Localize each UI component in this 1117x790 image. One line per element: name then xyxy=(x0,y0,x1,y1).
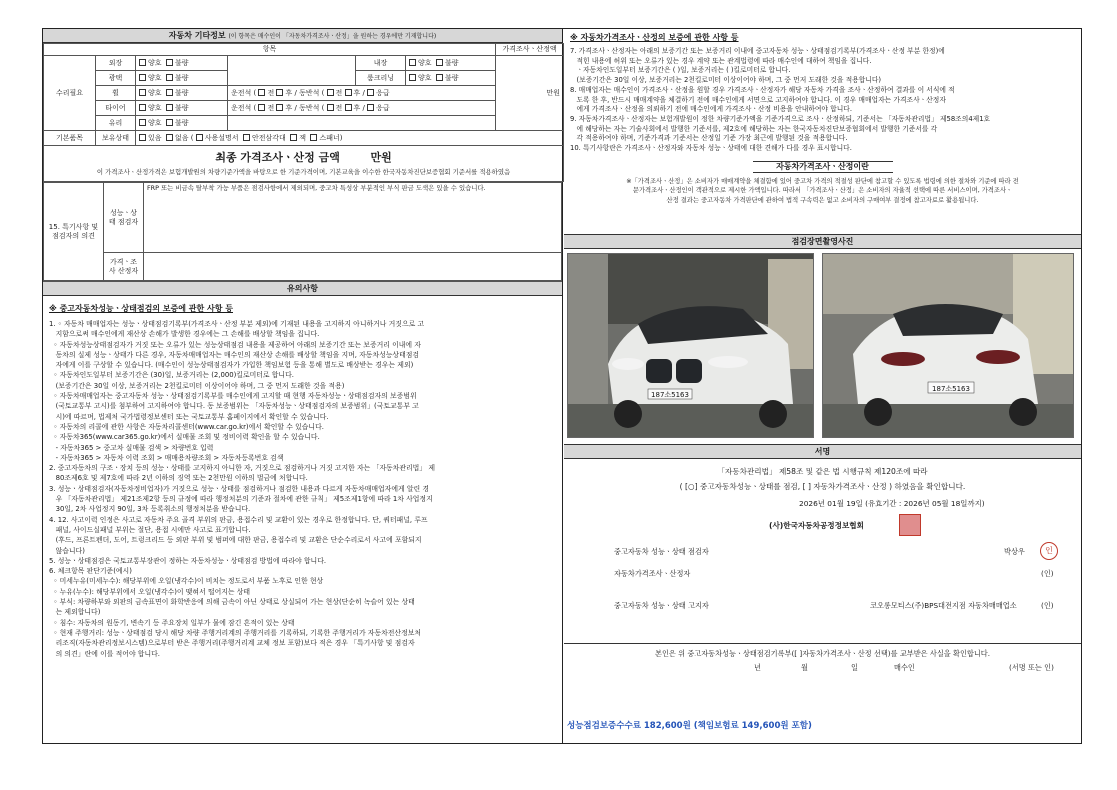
notice-line: 리조직(자동차관리정보시스템)으로부터 받은 주행거리(주행거리계 교체 정보 포함)보다 적은 경우 「특기사항 및 점검자 xyxy=(49,639,415,648)
buyer-sign: (서명 또는 인) xyxy=(1009,663,1054,672)
row-exterior: 외장 xyxy=(96,56,136,71)
receipt-year: 년 xyxy=(754,663,761,672)
price-assessor-label: 가격ㆍ조사 산정자 xyxy=(104,253,144,281)
other-info-subtitle: (이 항목은 매수인이 「자동차가격조사ㆍ산정」을 원하는 경우에만 기재합니다) xyxy=(228,33,437,40)
notice-line: (보증기간은 30일 이상, 보증거리는 2천킬로미터 이상이어야 하며, 그 중 먼저 도래한 것을 적용) xyxy=(49,381,345,390)
inspector-name: 박상우 xyxy=(1004,547,1025,556)
notice-line: (후드, 프론트펜더, 도어, 트렁크리드 등 외판 부위 및 범퍼에 대한 판금, 용접수리 및 교환은 단순수리로서 사고에 포함되지 xyxy=(49,536,422,545)
notifier-name: 코오롱모티스(주)BPS대전지점 자동차매매업소 xyxy=(870,601,1017,610)
tire-position-checks[interactable]: 운전석 ( 전 후 / 동반석 ( 전 후 / 응급 xyxy=(228,101,496,116)
org-seal-icon xyxy=(899,514,921,536)
price-notice-line: 각 적용하여야 하며, 기준가격과 기준서는 산정일 기준 가장 최근에 발행된 것을 적용합니다. xyxy=(570,134,848,143)
notice-line: 패널, 사이드실패널 부위는 절단, 용접 시에만 사고로 표기합니다. xyxy=(49,525,251,534)
opinion-table xyxy=(43,182,562,281)
perf-inspector-text: FRP 또는 비금속 탈부착 가능 부품은 점검사항에서 제외되며, 중고차 특성상 부분적인 부식 판금 도색은 있을 수 있습니다. xyxy=(144,183,562,253)
right-column xyxy=(564,29,1081,743)
sign-line1: 「자동차관리법」 제58조 및 같은 법 시행규칙 제120조에 따라 xyxy=(717,467,928,476)
notice-line: (국토교통부 고시)를 첨부하여 고지하여야 합니다. 동 보증범위는 「자동차성능ㆍ상태점검자의 보증범위」(국토교통부 고 xyxy=(49,402,419,411)
price-notice-title: ※ 자동차가격조사ㆍ산정의 보증에 관한 사항 등 xyxy=(570,33,739,42)
price-assessor-seal: (인) xyxy=(1041,569,1054,578)
price-box-line: 산정 결과는 중고자동차 가격판단에 관하여 법적 구속력은 없고 소비자의 구매여부 결정에 참고자료로 활용됩니다. xyxy=(666,196,979,204)
row-gloss: 광택 xyxy=(96,71,136,86)
price-notice-line: 에게 가격조사ㆍ산정을 의뢰하기 전에 매수인에게 가격조사ㆍ산정 비용을 안내하여야 합니다. xyxy=(570,105,852,114)
price-notice-section xyxy=(564,29,1081,234)
notice-line: ◦ 자동차인도일부터 보증기간은 (30)일, 보증거리는 (2,000)킬로미터로 합니다. xyxy=(49,371,294,380)
other-info-title: 자동차 기타정보 xyxy=(168,31,226,40)
buyer-label: 매수인 xyxy=(894,663,915,672)
receipt-month: 월 xyxy=(801,663,808,672)
notice-line: - 자동차365 > 자동차 이력 조회 > 매매용차량조회 > 자동차등록번호 검색 xyxy=(49,453,284,462)
front-plate-text: 187소5163 xyxy=(651,391,689,399)
price-notice-lines xyxy=(570,47,1075,154)
notice-title: ※ 중고자동차성능ㆍ상태점검의 보증에 관한 사항 등 xyxy=(49,304,233,313)
price-notice-line: 에 해당하는 자는 기술사회에서 발행한 기준서를, 제2호에 해당하는 자는 한국자동차진단보증협회에서 발행한 기준서를 각 xyxy=(570,124,938,133)
price-box-line: 문가격조사ㆍ산정인이 객관적으로 제시한 가액입니다. 따라서 「가격조사ㆍ산정」은 소비자의 자율적 선택에 따른 서비스이며, 가격조사ㆍ xyxy=(632,187,1013,195)
notice-lines xyxy=(49,319,556,659)
basic-status-label: 보유상태 xyxy=(96,131,136,146)
other-info-table xyxy=(43,43,564,182)
notice-line: ◦ 자동차매매업자는 중고자동차 성능ㆍ상태점검기록부를 매수인에게 고지할 때 현행 자동차성능ㆍ상태점검자의 보증범위 xyxy=(49,392,417,401)
inspector-seal-icon: 인 xyxy=(1040,542,1058,560)
price-notice-line: 10. 특기사항란은 가격조사ㆍ산정자와 자동차 성능ㆍ상태에 대한 견해가 다를 경우 표시합니다. xyxy=(570,144,852,153)
notifier-label: 중고자동차 성능ㆍ상태 고지자 xyxy=(614,601,709,610)
wheel-position-checks[interactable]: 운전석 ( 전 후 / 동반석 ( 전 후 / 응급 xyxy=(228,86,496,101)
photos-header: 점검장면촬영사진 xyxy=(564,234,1081,249)
basic-items-checks[interactable]: 있음 없음 ( 사용설명서 안전삼각대 잭 스패너) xyxy=(136,131,564,146)
notice-line: 1. ◦ 자동차 매매업자는 성능ㆍ상태점검기록부(가격조사ㆍ산정 부분 제외)에 기재된 내용을 고지하지 아니하거나 거짓으로 고 xyxy=(49,320,425,328)
notice-line: 지함으로써 매수인에게 재산상 손해가 발생한 경우에는 그 손해를 배상할 책임을 집니다. xyxy=(49,330,320,339)
photos-area xyxy=(564,249,1081,444)
notice-header: 유의사항 xyxy=(43,281,562,296)
notice-line: - 자동차365 > 중고차 실매물 검색 > 차량번호 입력 xyxy=(49,443,214,452)
fee-text: 성능점검보증수수료 182,600원 (책임보험료 149,600원 포함) xyxy=(567,721,812,731)
signature-section xyxy=(564,459,1081,644)
notice-line: ◦ 자동차성능상태점검자가 거짓 또는 오류가 있는 성능상태점검 내용을 제공하여 아래의 보증기간 또는 보증거리 이내에 자 xyxy=(49,340,421,349)
row-glass: 유리 xyxy=(96,116,136,131)
notice-line: 우 「자동차관리법」 제21조제2항 등의 규정에 따라 행정처분의 기준과 절차에 관한 규칙」 제5조제1항에 따라 1차 사업정지 xyxy=(49,495,433,504)
notice-line: 4. 12. 사고이력 인정은 사고로 자동차 주요 골격 부위의 판금, 용접수리 및 교환이 있는 경우로 한정합니다. 단, 쿼터패널, 루프 xyxy=(49,515,428,524)
receipt-section xyxy=(564,644,1081,684)
col-item-header: 항목 xyxy=(44,44,496,56)
tire-checks[interactable]: 양호 불량 xyxy=(136,101,228,116)
wheel-checks[interactable]: 양호 불량 xyxy=(136,86,228,101)
sign-date: 2026년 01월 19일 (유효기간 : 2026년 05월 18일까지) xyxy=(799,498,985,508)
notice-line: 는 제외합니다) xyxy=(49,608,101,617)
perf-inspector-label: 성능ㆍ상태 점검자 xyxy=(104,183,144,253)
final-price-cell xyxy=(44,146,564,182)
price-assessor-sign-label: 자동차가격조사ㆍ산정자 xyxy=(614,569,691,578)
notice-line: 의 의견」란에 이를 적어야 합니다. xyxy=(49,649,160,658)
row-wheel: 휠 xyxy=(96,86,136,101)
notice-line: 3. 성능ㆍ상태점검자(자동차정비업자)가 거짓으로 성능ㆍ상태를 점검하거나 점검한 내용과 다르게 자동차매매업자에게 알린 경 xyxy=(49,484,429,493)
row-interior: 내장 xyxy=(356,56,406,71)
price-notice-line: 9. 자동차가격조사ㆍ산정자는 보험개발원이 정한 차량기준가액을 기준가격으로 조사ㆍ산정하되, 기준서는 「자동차관리법」 제58조의4제1호 xyxy=(570,114,991,123)
receipt-day: 일 xyxy=(851,663,858,672)
price-notice-line: 도록 한 후, 반드시 매매계약을 체결하기 전에 매수인에게 서면으로 고지하여야 합니다. 이 경우 매매업자는 가격조사ㆍ산정자 xyxy=(570,95,946,104)
notice-line: ◦ 자동차의 리콜에 관한 사항은 자동차리콜센터(www.car.go.kr)에서 확인할 수 있습니다. xyxy=(49,422,324,431)
repair-label: 수리필요 xyxy=(44,56,96,131)
interior-checks[interactable]: 양호 불량 xyxy=(406,56,496,71)
price-notice-line: 적힌 내용에 허위 또는 오류가 있는 경우 계약 또는 관계법령에 따라 매수인에 대하여 책임을 집니다. xyxy=(570,56,872,65)
notice-line: 6. 체크항목 판단기준(예시) xyxy=(49,567,132,576)
col-price-header: 가격조사ㆍ산정액 xyxy=(496,44,564,56)
sign-org: (사)한국자동차공정정보협회 xyxy=(769,521,864,530)
notifier-seal: (인) xyxy=(1041,601,1054,610)
repair-unit: 만원 xyxy=(496,56,564,131)
notice-line: 80조제6호 및 제7호에 따라 2년 이하의 징역 또는 2천만원 이하의 벌금에 처합니다. xyxy=(49,474,308,483)
row-tire: 타이어 xyxy=(96,101,136,116)
notice-line: 않습니다) xyxy=(49,546,85,555)
price-notice-line: 7. 가격조사ㆍ산정자는 아래의 보증기간 또는 보증거리 이내에 중고자동차 성능ㆍ상태점검기록부(가격조사ㆍ산정 부분 한정)에 xyxy=(570,47,945,55)
notice-line: 2. 중고자동차의 구조ㆍ장치 등의 성능ㆍ상태를 고지하지 아니한 자, 거짓으로 점검하거나 거짓 고지한 자는 「자동차관리법」 제 xyxy=(49,464,436,473)
basic-items-label: 기본품목 xyxy=(44,131,96,146)
gloss-checks[interactable]: 양호 불량 xyxy=(136,71,228,86)
notice-line: 시)에 따르며, 법제처 국가법령정보센터 또는 국토교통부 홈페이지에서 확인할 수 있습니다. xyxy=(49,412,329,421)
price-assessor-text xyxy=(144,253,562,281)
notice-line: ◦ 부식: 차량하부와 외판의 금속표면이 화학반응에 의해 금속이 아닌 상태로 상실되어 가는 현상(단순히 녹슬어 있는 상태 xyxy=(49,598,415,607)
receipt-text: 본인은 위 중고자동차성능ㆍ상태점검기록부([ ]자동차가격조사ㆍ산정 선택)를 교부받은 사실을 확인합니다. xyxy=(655,649,990,658)
price-notice-line: 8. 매매업자는 매수인이 가격조사ㆍ산정을 원할 경우 가격조사ㆍ산정자가 해당 자동차 가격을 조사ㆍ산정하여 결과를 이 서식에 적 xyxy=(570,85,955,94)
left-column xyxy=(43,29,563,743)
price-notice-line: ㆍ자동차인도일부터 보증기간은 ( )일, 보증거리는 ( )킬로미터로 합니다. xyxy=(570,66,791,75)
notice-body xyxy=(43,296,562,662)
front-car-photo xyxy=(567,253,814,438)
notice-line: ◦ 자동차365(www.car365.go.kr)에서 실매물 조회 및 정비이력 확인을 할 수 있습니다. xyxy=(49,433,320,442)
other-info-header xyxy=(43,29,562,43)
price-box-line: ※「가격조사ㆍ산정」은 소비자가 매매계약을 체결함에 있어 중고차 가격의 적절성 판단에 참고할 수 있도록 법령에 의한 절차와 기준에 따라 전 xyxy=(626,177,1019,185)
notice-line: 동차의 실제 성능ㆍ상태가 다른 경우, 자동차매매업자는 매수인의 재산상 손해를 배상할 책임을 지며, 자동차성능상태점검 xyxy=(49,350,420,359)
notice-line: 자에게 이를 구상할 수 있습니다. (매수인이 성능상태점검자가 가입한 책임보험 등을 통해 별도로 배상받는 경우는 제외) xyxy=(49,361,414,370)
row-cleaning: 룸크리닝 xyxy=(356,71,406,86)
price-notice-line: (보증기간은 30일 이상, 보증거리는 2천킬로미터 이상이어야 하며, 그 중 먼저 도래한 것을 적용합니다) xyxy=(570,76,882,85)
notice-line: ◦ 침수: 자동차의 원동기, 변속기 등 주요장치 일부가 물에 잠긴 흔적이 있는 상태 xyxy=(49,618,295,627)
final-price-title: 최종 가격조사ㆍ산정 금액 만원 xyxy=(215,151,392,165)
sign-line2: ( [○] 중고자동차성능ㆍ상태를 점검, [ ] 자동차가격조사ㆍ산정 ) 하였음을 확인합니다. xyxy=(679,482,966,492)
notice-line: ◦ 누유(누수): 해당부위에서 오일(냉각수)이 맺혀서 떨어지는 상태 xyxy=(49,587,251,596)
inspector-label: 중고자동차 성능ㆍ상태 점검자 xyxy=(614,547,709,556)
final-price-note: 이 가격조사ㆍ산정가격은 보험개발원의 차량기준가액을 바탕으로 한 기준가격이며, 기본교육을 이수한 한국자동차진단보증협회 기준서를 적용하였음 xyxy=(96,167,511,176)
glass-checks[interactable]: 양호 불량 xyxy=(136,116,228,131)
opinion-label: 15. 특기사항 및 점검자의 의견 xyxy=(44,183,104,281)
signature-header: 서명 xyxy=(564,444,1081,459)
price-box-lines xyxy=(570,177,1075,206)
cleaning-checks[interactable]: 양호 불량 xyxy=(406,71,496,86)
exterior-checks[interactable]: 양호 불량 xyxy=(136,56,228,71)
notice-line: 5. 성능ㆍ상태점검은 국토교통부장관이 정하는 자동차성능ㆍ상태점검 방법에 따라야 합니다. xyxy=(49,556,327,565)
notice-line: 30일, 2차 사업정지 90일, 3차 등록취소의 행정처분을 받습니다. xyxy=(49,505,251,514)
rear-car-photo xyxy=(822,253,1074,438)
notice-line: ◦ 현재 주행거리: 성능ㆍ상태점검 당시 해당 차량 주행거리계의 주행거리를 기록하되, 기록한 주행거리가 자동차전산정보처 xyxy=(49,628,422,637)
price-box-title: 자동차가격조사ㆍ산정이란 xyxy=(753,161,893,173)
notice-line: ◦ 미세누유(미세누수): 해당부위에 오일(냉각수)이 비치는 정도로서 부품 노후로 인한 현상 xyxy=(49,577,324,586)
inspection-record-sheet xyxy=(42,28,1082,744)
rear-plate-text: 187소5163 xyxy=(932,385,970,393)
